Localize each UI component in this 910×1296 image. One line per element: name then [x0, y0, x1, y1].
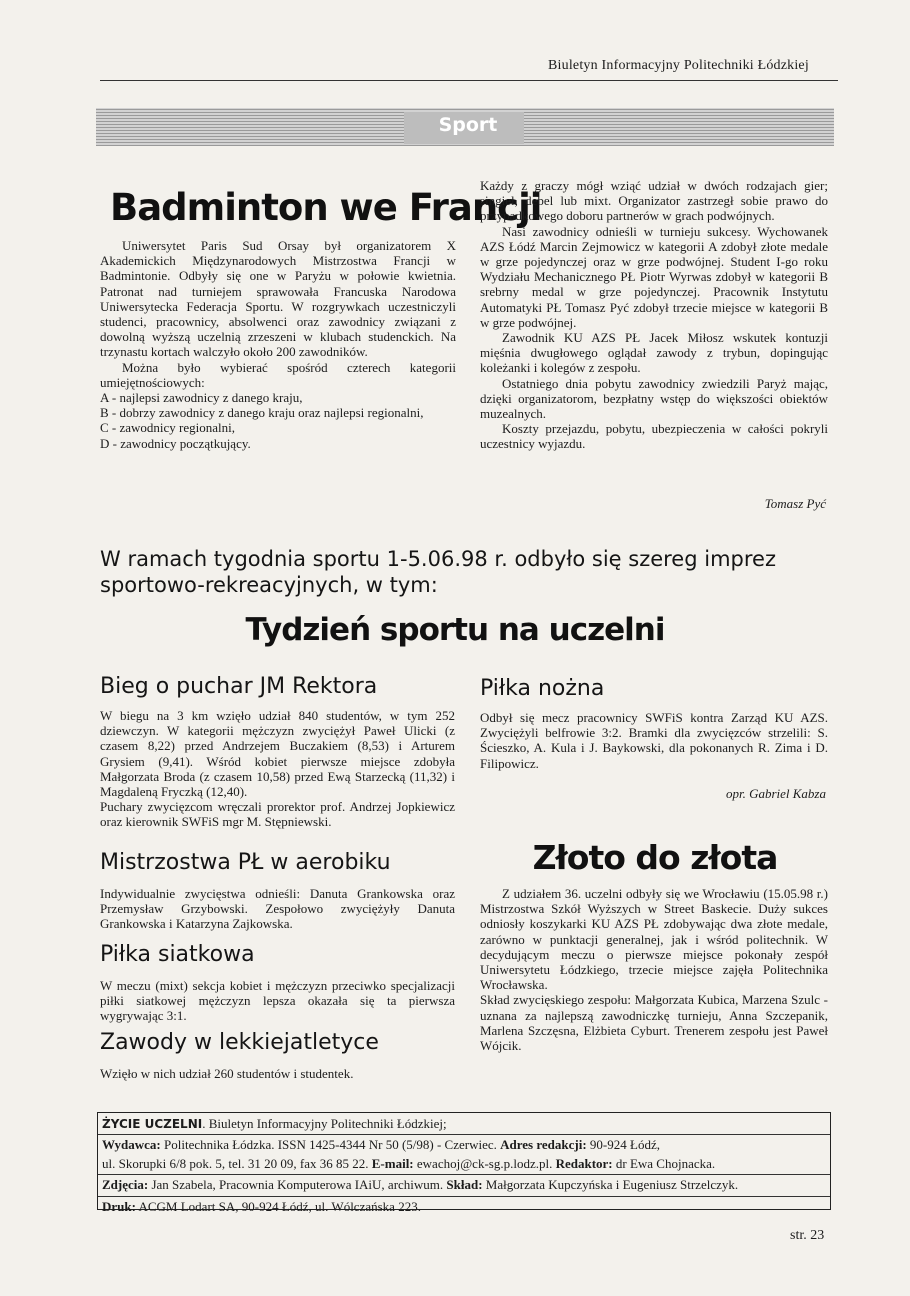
zloto-title: Złoto do złota	[532, 838, 778, 877]
colophon-line-2	[102, 1136, 826, 1154]
aerobik-heading: Mistrzostwa PŁ w aerobiku	[100, 850, 391, 875]
badminton-author: Tomasz Pyć	[764, 496, 826, 511]
bieg-heading: Bieg o puchar JM Rektora	[100, 674, 378, 699]
magazine-brand: ŻYCIE UCZELNI	[102, 1117, 203, 1131]
email-link[interactable]: ewachoj@ck-sg.p.lodz.pl.	[413, 1155, 556, 1171]
lekkoatletyka-body: Wzięło w nich udział 260 studentów i studentek.	[100, 1066, 354, 1081]
paragraph: W biegu na 3 km wzięło udział 840 studentów, w tym 252 dziewczyn. W kategorii mężczyzn zwyciężył Paweł Ulicki (z czasem 8,22) przed Andrzejem Buczakiem (8,53) i Arturem Grysiem (9,41). Wśród kobiet pierwsze miejsce zdobyła Małgorzata Broda (z czasem 10,58) przed Ewą Starzecką (11,32) i Magdaleną Fryczką (12,40).	[100, 708, 455, 800]
colophon-line-3	[102, 1155, 826, 1173]
paragraph: Każdy z graczy mógł wziąć udział w dwóch rodzajach gier; singiel, debel lub mixt. Organizator zastrzegł sobie prawo do przypadkowego doboru partnerów w grach podwójnych.	[480, 178, 828, 224]
paragraph: Uniwersytet Paris Sud Orsay był organizatorem X Akademickich Międzynarodowych Mistrzostwa Francji w Badmintonie. Odbyły się one w Paryżu w połowie kwietnia. Patronat nad turniejem sprawowała Francuska Narodowa Uniwersytecka Federacja Sportu. W rozgrywkach uczestniczyli studenci, pracownicy, absolwenci oraz zawodnicy związani z dowolną wyższą uczelnią zrzeszeni w klubach studenckich. Na trzynastu kortach walczyło około 200 zawodników.	[100, 238, 456, 360]
page-number: str. 23	[790, 1228, 825, 1243]
category-item: A - najlepsi zawodnicy z danego kraju,	[100, 390, 303, 406]
paragraph: Nasi zawodnicy odnieśli w turnieju sukcesy. Wychowanek AZS Łódź Marcin Zejmowicz w kategorii A zdobył złote medale w grze pojedynczej oraz w grze podwójnej. Student I-go roku Wydziału Mechanicznego PŁ Piotr Wyrwas zdobył w kategorii B srebrny medal w grze pojedynczej. Pracownik Instytutu Automatyki PŁ Tomasz Pyć zdobył trzecie miejsce w kategorii B w grze podwójnej.	[480, 223, 828, 330]
colophon-divider	[98, 1174, 830, 1175]
pilka-nozna-author: opr. Gabriel Kabza	[725, 786, 826, 801]
header-rule	[100, 80, 838, 81]
pilka-nozna-body: Odbył się mecz pracownicy SWFiS kontra Zarząd KU AZS. Zwyciężyli belfrowie 3:2. Bramki dla zwycięzców strzelili: S. Ścieszko, A. Kula i J. Baykowski, dla pokonanych R. Zima i D. Filipowicz.	[480, 710, 828, 771]
badminton-title: Badminton we Francji	[110, 186, 542, 229]
colophon-label: Redaktor:	[555, 1155, 613, 1171]
week-title: Tydzień sportu na uczelni	[245, 612, 665, 648]
colophon-box	[97, 1112, 831, 1214]
colophon-label: Skład:	[446, 1177, 483, 1193]
colophon-text: ul. Skorupki 6/8 pok. 5, tel. 31 20 09, fax 36 85 22.	[102, 1155, 372, 1171]
pilka-nozna-heading: Piłka nożna	[480, 676, 605, 701]
colophon-text: dr Ewa Chojnacka.	[612, 1155, 716, 1171]
colophon-divider	[98, 1134, 830, 1135]
paragraph: Można było wybierać spośród czterech kategorii umiejętnościowych:	[100, 359, 456, 390]
colophon-divider	[98, 1196, 830, 1197]
siatkowka-body: W meczu (mixt) sekcja kobiet i mężczyzn przeciwko specjalizacji piłki siatkowej mężczyzn lepsza okazała się ta pierwsza wygrywając 3:1.	[100, 978, 455, 1024]
badminton-left-column	[100, 238, 456, 451]
colophon-label: Zdjęcia:	[102, 1177, 149, 1193]
category-item: D - zawodnicy początkujący.	[100, 435, 251, 451]
running-header: Biuletyn Informacyjny Politechniki Łódzkiej	[548, 58, 809, 73]
paragraph: Zawodnik KU AZS PŁ Jacek Miłosz wskutek kontuzji mięśnia dwugłowego oglądał zawody z trybun, dopingując koleżanki i kolegów z zespołu.	[480, 330, 828, 376]
colophon-line-5	[102, 1198, 826, 1216]
paragraph: Z udziałem 36. uczelni odbyły się we Wrocławiu (15.05.98 r.) Mistrzostwa Szkół Wyższych w Street Baskecie. Duży sukces odniosły koszykarki KU AZS PŁ zdobywając dwa złote medale, zarówno w punktacji generalnej, jak i wśród politechnik. W decydującym meczu o pierwsze miejsce pokonały zespół Uniwersytetu Łódzkiego, trzecie miejsce zajęła Politechnika Wrocławska.	[480, 886, 828, 993]
zloto-body	[480, 886, 828, 1053]
siatkowka-heading: Piłka siatkowa	[100, 942, 255, 967]
colophon-text: 90-924 Łódź,	[586, 1137, 660, 1153]
colophon-label: Adres redakcji:	[500, 1137, 587, 1153]
category-item: C - zawodnicy regionalni,	[100, 420, 236, 436]
bieg-body	[100, 708, 455, 830]
sport-week-announcement: W ramach tygodnia sportu 1-5.06.98 r. odbyło się szereg imprez sportowo-rekreacyjnych, w tym:	[100, 547, 776, 597]
colophon-text: Małgorzata Kupczyńska i Eugeniusz Strzelczyk.	[482, 1177, 739, 1193]
colophon-text: . Biuletyn Informacyjny Politechniki Łódzkiej;	[202, 1116, 447, 1131]
paragraph: Koszty przejazdu, pobytu, ubezpieczenia w całości pokryli uczestnicy wyjazdu.	[480, 421, 828, 452]
colophon-text: ACGM Lodart SA, 90-924 Łódź, ul. Wólczańska 223.	[135, 1198, 421, 1214]
colophon-line-4	[102, 1176, 826, 1194]
colophon-label: Druk:	[102, 1198, 136, 1214]
paragraph: Puchary zwycięzcom wręczali prorektor prof. Andrzej Jopkiewicz oraz kierownik SWFiS mgr M. Stępniewski.	[100, 799, 455, 830]
aerobik-body: Indywidualnie zwycięstwa odnieśli: Danuta Grankowska oraz Przemysław Grzybowski. Zespołowo zwyciężyły Danuta Grankowska i Katarzyna Zajkowska.	[100, 886, 455, 932]
lekkoatletyka-heading: Zawody w lekkiejatletyce	[100, 1030, 379, 1055]
colophon-text: Jan Szabela, Pracownia Komputerowa IAiU, archiwum.	[148, 1177, 447, 1193]
paragraph: Skład zwycięskiego zespołu: Małgorzata Kubica, Marzena Szulc - uznana za najlepszą zawodniczkę turnieju, Anna Szczepanik, Marlena Szczęsna, Elżbieta Cyburt. Trenerem zespołu jest Paweł Wójcik.	[480, 992, 828, 1054]
badminton-right-column	[480, 178, 828, 452]
colophon-label: Wydawca:	[102, 1137, 161, 1153]
colophon-text: Politechnika Łódzka. ISSN 1425-4344 Nr 50 (5/98) - Czerwiec.	[160, 1137, 501, 1153]
colophon-label: E-mail:	[371, 1155, 414, 1171]
category-item: B - dobrzy zawodnicy z danego kraju oraz najlepsi regionalni,	[100, 405, 424, 421]
paragraph: Ostatniego dnia pobytu zawodnicy zwiedzili Paryż mając, dzięki organizatorom, bezpłatny wstęp do większości obiektów muzealnych.	[480, 375, 828, 422]
colophon-line-1	[102, 1115, 826, 1133]
section-label: Sport	[438, 114, 498, 136]
